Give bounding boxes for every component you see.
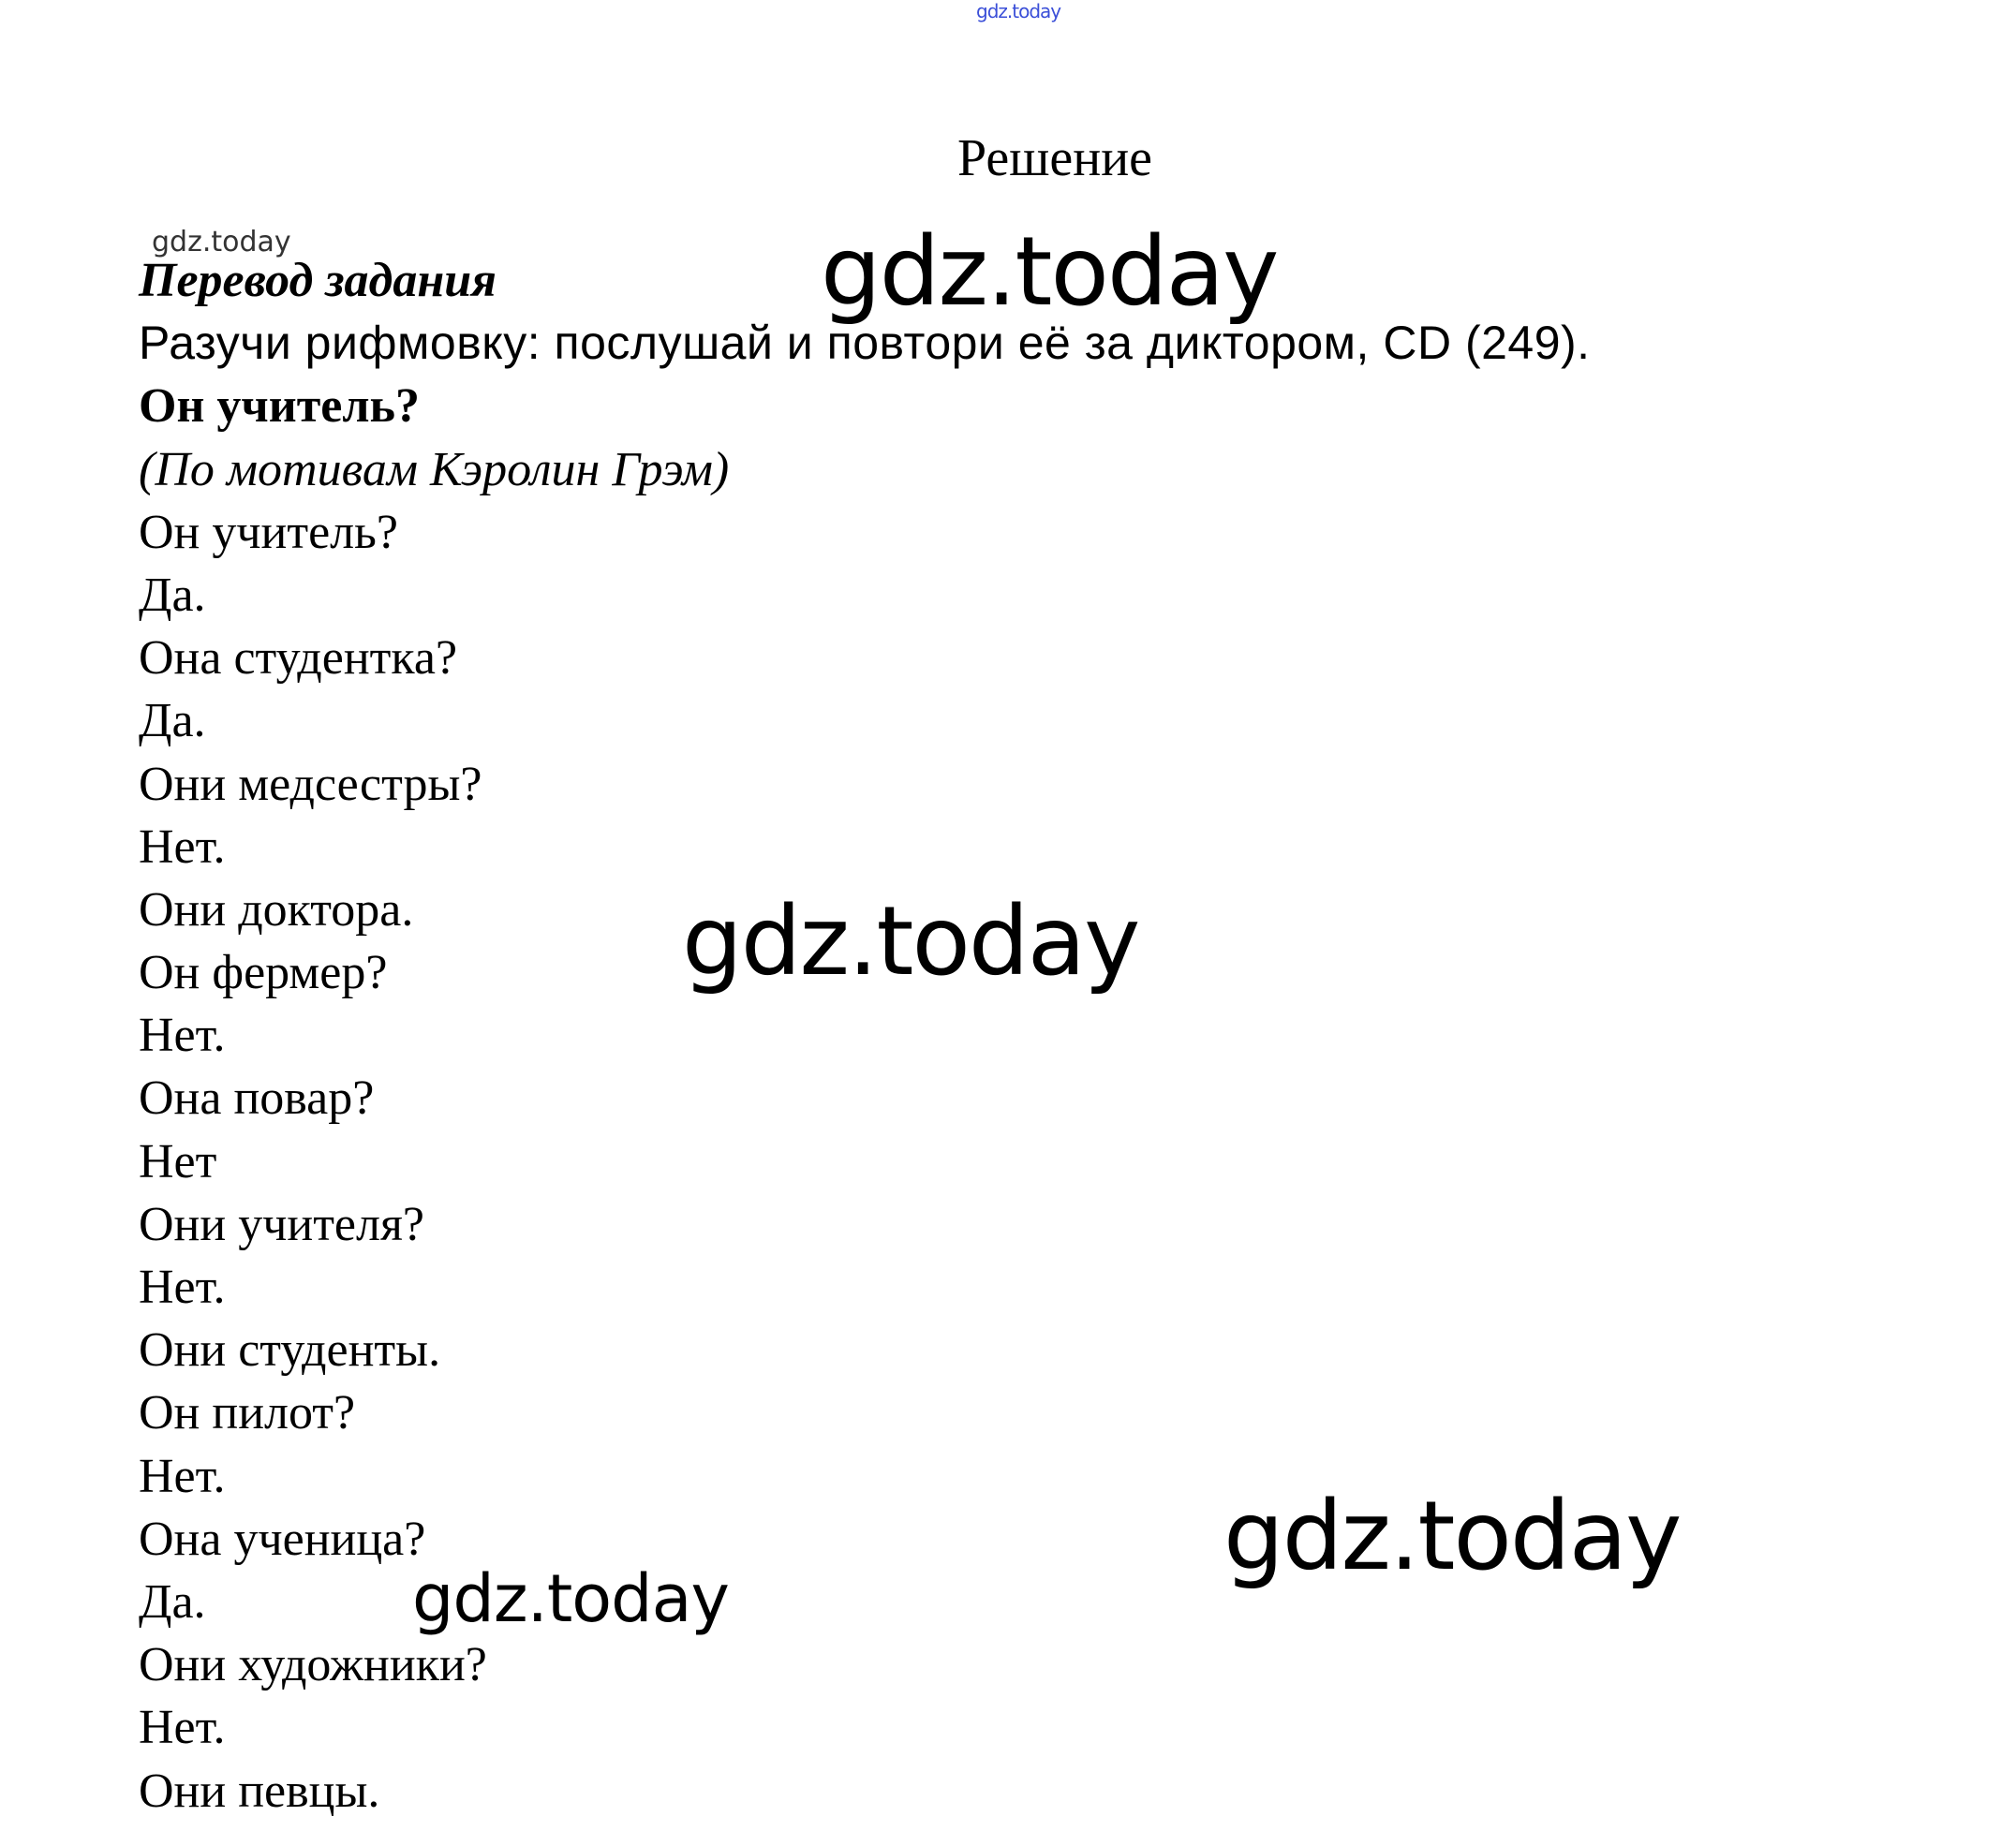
poem-line: Они певцы. [139,1764,380,1818]
watermark-large-1: gdz.today [821,216,1278,328]
poem-line: Он учитель? [139,505,398,559]
poem-line: Нет. [139,1009,226,1063]
poem-lines [139,501,1919,1823]
watermark-small: gdz.today [152,226,291,258]
page-title: Решение [956,129,1153,187]
poem-attribution: (По мотивам Кэролин Грэм) [139,442,730,496]
poem-line: Нет. [139,1449,226,1503]
poem-line: Они учителя? [139,1197,424,1251]
poem-line: Нет. [139,820,226,874]
poem-line: Нет. [139,1261,226,1314]
task-heading: Перевод задания [139,254,497,307]
poem-line: Нет. [139,1701,226,1755]
poem-line: Она студентка? [139,631,458,686]
poem-line: Нет [139,1134,217,1189]
watermark-medium: gdz.today [412,1560,729,1637]
poem-title: Он учитель? [139,379,420,434]
solution-content [139,249,1919,1823]
poem-line: Да. [139,568,206,622]
poem-line: Она повар? [139,1071,375,1126]
poem-line: Они медсестры? [139,757,482,811]
watermark-large-2: gdz.today [682,886,1139,997]
poem-line: Да. [139,1574,206,1629]
poem-line: Они художники? [139,1638,487,1692]
poem-line: Они студенты. [139,1323,441,1378]
poem-line: Она ученица? [139,1512,426,1566]
poem-line: Он пилот? [139,1386,356,1440]
watermark-large-3: gdz.today [1223,1481,1681,1592]
task-instruction: Разучи рифмовку: послушай и повтори её за диктором, CD (249). [139,317,1591,370]
poem-line: Да. [139,694,206,748]
poem-line: Он фермер? [139,946,388,1000]
poem-line: Они доктора. [139,882,414,937]
watermark-top: gdz.today [976,0,1061,22]
